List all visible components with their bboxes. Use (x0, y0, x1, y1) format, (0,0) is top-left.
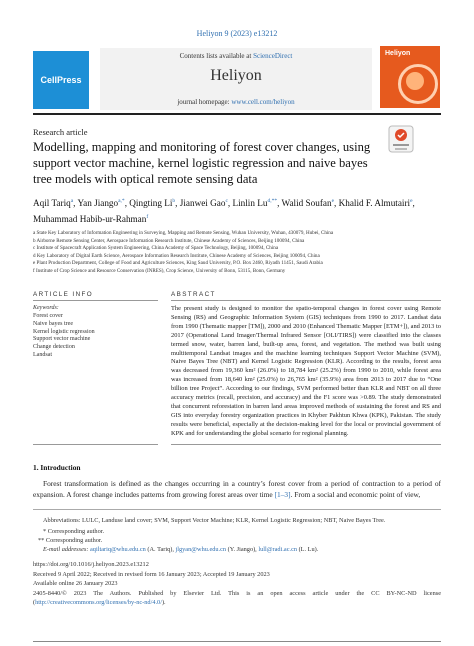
author-affiliation-marker[interactable]: f (146, 214, 149, 221)
author-affiliation-marker[interactable]: e (331, 198, 335, 204)
author-affiliation-marker[interactable]: d,** (267, 198, 278, 204)
footnote-rule (33, 509, 441, 510)
affiliation-item: c Institute of Spacecraft Application System Engineering, China Academy of Space Technology, Beijing, 100094, China (33, 245, 279, 251)
check-for-updates-icon[interactable] (388, 125, 414, 153)
introduction-paragraph (33, 479, 441, 500)
homepage-prefix: journal homepage: (177, 98, 232, 106)
journal-reference[interactable]: Heliyon 9 (2023) e13212 (196, 29, 278, 38)
header-divider (33, 113, 441, 115)
author-affiliation-marker[interactable]: a (70, 198, 74, 204)
email-owner: (Y. Jiango), (226, 546, 259, 553)
available-online-date: Available online 26 January 2023 (33, 580, 118, 587)
page-bottom-rule (33, 641, 441, 642)
email-link[interactable]: jlgyan@whu.edu.cn (175, 546, 227, 553)
license-prefix: 2405-8440/© 2023 The Authors. Published by Elsevier Ltd. This is an open access article under the CC BY-NC-ND license ( (33, 590, 441, 606)
email-addresses (43, 546, 318, 553)
author-affiliation-marker[interactable]: e (410, 198, 413, 204)
email-link[interactable]: lull@radi.ac.cn (258, 546, 298, 553)
intro-text-after: . From a social and economic point of view, (290, 489, 421, 499)
homepage-line (100, 98, 372, 106)
keywords-label: Keywords: (33, 305, 59, 311)
homepage-link[interactable]: www.cell.com/heliyon (231, 98, 295, 106)
abstract-bottom-rule (171, 444, 441, 445)
license-link[interactable]: http://creativecommons.org/licenses/by-nc-nd/4.0/ (35, 599, 162, 606)
keywords-bottom-rule (33, 444, 158, 445)
doi-link[interactable]: https://doi.org/10.1016/j.heliyon.2023.e13212 (33, 561, 149, 568)
journal-cover-image[interactable] (380, 46, 440, 108)
abstract-rule (171, 300, 441, 301)
corresponding-author-note-2: ** Corresponding author. (38, 537, 103, 544)
keyword-item: Support vector machine (33, 336, 91, 343)
email-label: E-mail addresses: (43, 546, 90, 553)
keyword-item: Naive bayes tree (33, 320, 73, 327)
cover-title: Heliyon (385, 50, 411, 57)
article-info-heading: ARTICLE INFO (33, 291, 94, 298)
intro-text-before: Forest transformation is defined as the changes occurring in a country’s forest cover from a period of contraction to a period of expansion. A forest change includes patterns from growing forest areas over time (33, 479, 441, 499)
email-link[interactable]: aqiltariq@whu.edu.cn (90, 546, 146, 553)
author-affiliation-marker[interactable]: c (225, 198, 228, 204)
keyword-item: Kernel logistic regression (33, 328, 95, 335)
article-type: Research article (33, 127, 88, 137)
author-affiliation-marker[interactable]: a,* (118, 198, 125, 204)
affiliation-item: a State Key Laboratory of Information Engineering in Surveying, Mapping and Remote Sensing, Wuhan University, Wuhan, 430079, Hubei, China (33, 230, 334, 236)
sciencedirect-link[interactable]: ScienceDirect (253, 52, 293, 60)
contents-prefix: Contents lists available at (179, 52, 254, 60)
affiliation-item: e Plant Production Department, College of Food and Agriculture Sciences, King Saud University, P.O. Box 2460, Riyadh 11451, Saudi Arabia (33, 260, 323, 266)
author-name[interactable]: Qingting Li (129, 198, 173, 209)
article-title: Modelling, mapping and monitoring of forest cover changes, using support vector machine, kernel logistic regression and naive bayes tree models with optical remote sensing data (33, 140, 371, 186)
affiliation-item: b Airborne Remote Sensing Center, Aerospace Information Research Institute, Chinese Academy of Sciences, Beijing 100094, China (33, 237, 305, 244)
affiliation-item: f Institute of Crop Science and Resource Conservation (INRES), Crop Science, University of Bonn, 53115, Bonn, Germany (33, 267, 286, 274)
author-name[interactable]: Aqil Tariq (33, 198, 71, 209)
email-owner: (L. Lu). (297, 546, 319, 553)
keyword-item: Landsat (33, 352, 52, 358)
introduction-heading: 1. Introduction (33, 463, 81, 472)
author-name[interactable]: Jianwei Gao (179, 198, 226, 209)
cover-graphic-dot (406, 72, 424, 90)
abstract-heading: ABSTRACT (171, 291, 216, 298)
cellpress-logo[interactable] (33, 51, 89, 109)
intro-citation-link[interactable]: [1–3] (274, 489, 291, 499)
corresponding-author-note-1: * Corresponding author. (43, 528, 105, 535)
author-name[interactable]: Khalid F. Almutairi (338, 198, 411, 209)
author-name[interactable]: Walid Soufan (281, 198, 332, 209)
affiliation-item: d Key Laboratory of Digital Earth Science, Aerospace Information Research Institute, Chinese Academy of Sciences, Beijing 100094, China (33, 252, 320, 259)
license-suffix: ). (161, 599, 166, 606)
contents-line (100, 52, 372, 60)
journal-name: Heliyon (210, 67, 262, 84)
author-name[interactable]: Linlin Lu (232, 198, 268, 209)
author-affiliation-marker[interactable]: b (172, 198, 176, 204)
license-statement (33, 589, 441, 607)
email-owner: (A. Tariq), (145, 546, 176, 553)
author-name[interactable]: Muhammad Habib-ur-Rahman (33, 214, 147, 225)
received-dates: Received 9 April 2022; Received in revised form 16 January 2023; Accepted 19 January 2023 (33, 571, 270, 578)
cellpress-logo-text: CellPress (40, 75, 82, 85)
author-list: Aqil Tariq$^a$, Yan Jiango$^{a,*}$, Qingting Li$^b$, Jianwei Gao$^c$, Linlin $Lu^{d,**}$, Walid Soufan$^e$, Khalid F. Almutairi$^e$, Muhammad Habib-ur-Rahman$^f$ (33, 198, 415, 225)
article-info-rule (33, 300, 158, 301)
keyword-item: Forest cover (33, 313, 63, 319)
abbreviations-note: Abbreviations: LULC, Landuse land cover; SVM, Support Vector Machine; KLR, Kernel Logistic Regression; NBT, Naive Bayes Tree. (43, 517, 386, 524)
keyword-item: Change detection (33, 344, 75, 351)
author-name[interactable]: Yan Jiango (77, 198, 119, 209)
abstract-text: The present study is designed to monitor the spatio-temporal changes in forest cover using Remote Sensing (RS) and Geographic Information System (GIS) techniques from 1990 to 2017. Landsat data from 1990 (Thematic mapper [TM]), 2000 and 2010 (Enhanced Thematic Mapper [ETM+]), and 2013 to 2017 (Operational Land Imager/Thermal Infrared Sensor [OLI/TIRS]) were classified into the classes termed snow, water, barren land, built-up area, forest, and vegetation. The method was built using multitemporal Landsat images and the machine learning techniques Support Vector Machine (SVM), Naive Bayes Tree (NBT) and Kernel Logistic Regression (KLR). According to the results, forest area was decreased from 19,360 km² (26.0%) to 18,784 km² (25.2%) from 1990 to 2010, while forest area was increased from 18,640 km² (25.0%) to 26,765 km² (35.9%) area from 2013 to 2017 due to “One billion tree Project”. According to our findings, SVM performed better than KLR and NBT on all three accuracy metrics (recall, precision, and accuracy) and the F1 score was >0.89. The study demonstrated that concurrent reforestation in barren land areas improved methods of sustaining the forest and RS and GIS into everyday forestry organization practices in Khyber Pakhtun Khwa (KPK), Pakistan. The study results were beneficial, especially at the decision-making level for the local or provincial government of KPK and for understanding the global scenario for regional planning. (171, 305, 441, 437)
